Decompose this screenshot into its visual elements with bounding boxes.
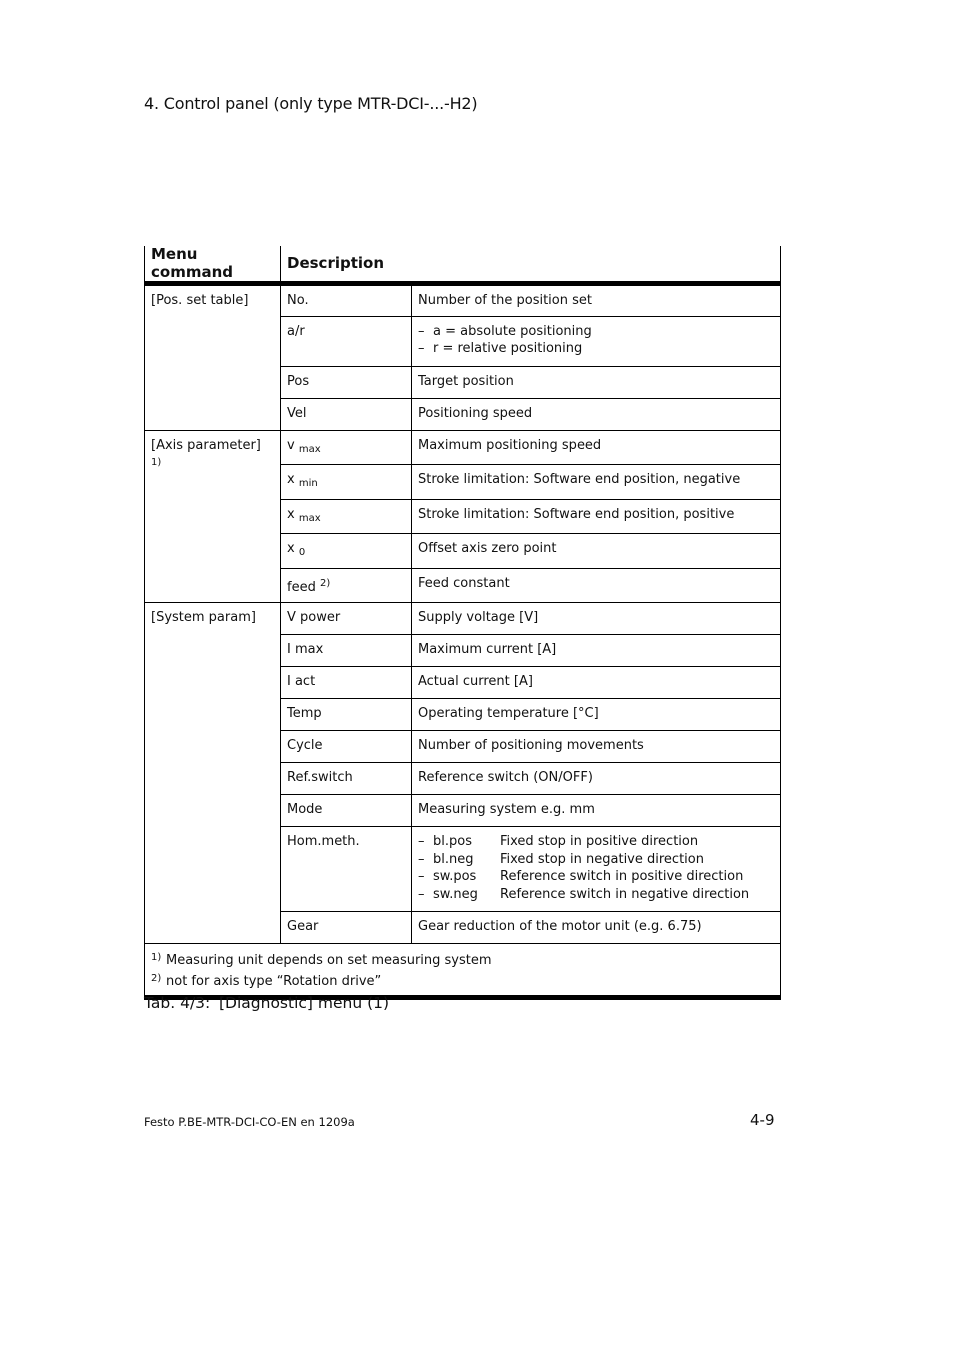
description-cell: Stroke limitation: Software end position, negative — [412, 465, 781, 500]
diagnostic-menu-table — [144, 246, 781, 1000]
homing-option: – bl.pos Fixed stop in positive direction — [418, 834, 699, 849]
parameter-cell: a/r — [281, 316, 412, 366]
column-header-description: Description — [281, 246, 781, 284]
page-number: 4-9 — [750, 1111, 775, 1129]
description-cell: Number of the position set — [412, 284, 781, 317]
parameter-cell: No. — [281, 284, 412, 317]
group-label-axis-parameter: [Axis parameter] $^{1)}$ — [145, 430, 281, 603]
parameter-cell: Temp — [281, 699, 412, 731]
description-cell: Maximum positioning speed — [412, 430, 781, 465]
parameter-cell: Vel — [281, 398, 412, 430]
description-cell: Gear reduction of the motor unit (e.g. 6.75) — [412, 912, 781, 944]
description-cell: Offset axis zero point — [412, 534, 781, 569]
description-cell: Positioning speed — [412, 398, 781, 430]
group-label-pos-set-table: [Pos. set table] — [145, 284, 281, 431]
parameter-cell: Gear — [281, 912, 412, 944]
footnotes-cell — [145, 944, 781, 998]
parameter-cell: Cycle — [281, 731, 412, 763]
footnote-mark: 2) — [319, 577, 331, 589]
parameter-cell: x $_0$ — [281, 534, 412, 569]
description-cell: Target position — [412, 366, 781, 398]
description-cell: Supply voltage [V] — [412, 603, 781, 635]
description-cell: Reference switch (ON/OFF) — [412, 763, 781, 795]
parameter-cell: x $_{max}$ — [281, 499, 412, 534]
parameter-cell: Hom.meth. — [281, 827, 412, 912]
description-cell: Number of positioning movements — [412, 731, 781, 763]
homing-option: – sw.pos Reference switch in positive direction — [418, 869, 744, 884]
table-header-row — [145, 246, 781, 284]
footnote: $^{2)}$ not for axis type “Rotation drive” — [151, 973, 382, 989]
table-caption — [144, 994, 389, 1012]
parameter-cell: Mode — [281, 795, 412, 827]
bullet-item: – a = absolute positioning — [418, 323, 592, 339]
parameter-cell: I max — [281, 635, 412, 667]
footnote-mark: 1) — [151, 457, 162, 468]
table-row — [145, 430, 781, 465]
group-label-system-param: [System param] — [145, 603, 281, 944]
column-header-menu-command: Menu command — [145, 246, 281, 284]
homing-option: – bl.neg Fixed stop in negative direction — [418, 851, 704, 867]
footnote: $^{1)}$ Measuring unit depends on set measuring system — [151, 952, 492, 968]
description-cell: Actual current [A] — [412, 667, 781, 699]
table-number: Tab. 4/3: — [144, 994, 211, 1012]
bullet-item: – r = relative positioning — [418, 341, 583, 356]
table-row — [145, 284, 781, 317]
footnotes-row — [145, 944, 781, 998]
parameter-cell: Ref.switch — [281, 763, 412, 795]
parameter-cell: Pos — [281, 366, 412, 398]
parameter-cell: I act — [281, 667, 412, 699]
description-cell: Maximum current [A] — [412, 635, 781, 667]
description-cell — [412, 316, 781, 366]
description-cell: Feed constant — [412, 568, 781, 603]
homing-option: – sw.neg Reference switch in negative direction — [418, 886, 750, 902]
description-cell: Operating temperature [°C] — [412, 699, 781, 731]
parameter-cell: V power — [281, 603, 412, 635]
section-heading: 4. Control panel (only type MTR-DCI-...-H2) — [144, 94, 478, 113]
footer-document-id: Festo P.BE-MTR-DCI-CO-EN en 1209a — [144, 1115, 355, 1129]
description-cell: Stroke limitation: Software end position, positive — [412, 499, 781, 534]
table-row — [145, 603, 781, 635]
parameter-cell: feed $^{2)}$ — [281, 568, 412, 603]
parameter-cell: x $_{min}$ — [281, 465, 412, 500]
description-cell: Measuring system e.g. mm — [412, 795, 781, 827]
parameter-cell: v $_{max}$ — [281, 430, 412, 465]
description-cell — [412, 827, 781, 912]
table-title: [Diagnostic] menu (1) — [219, 994, 390, 1012]
